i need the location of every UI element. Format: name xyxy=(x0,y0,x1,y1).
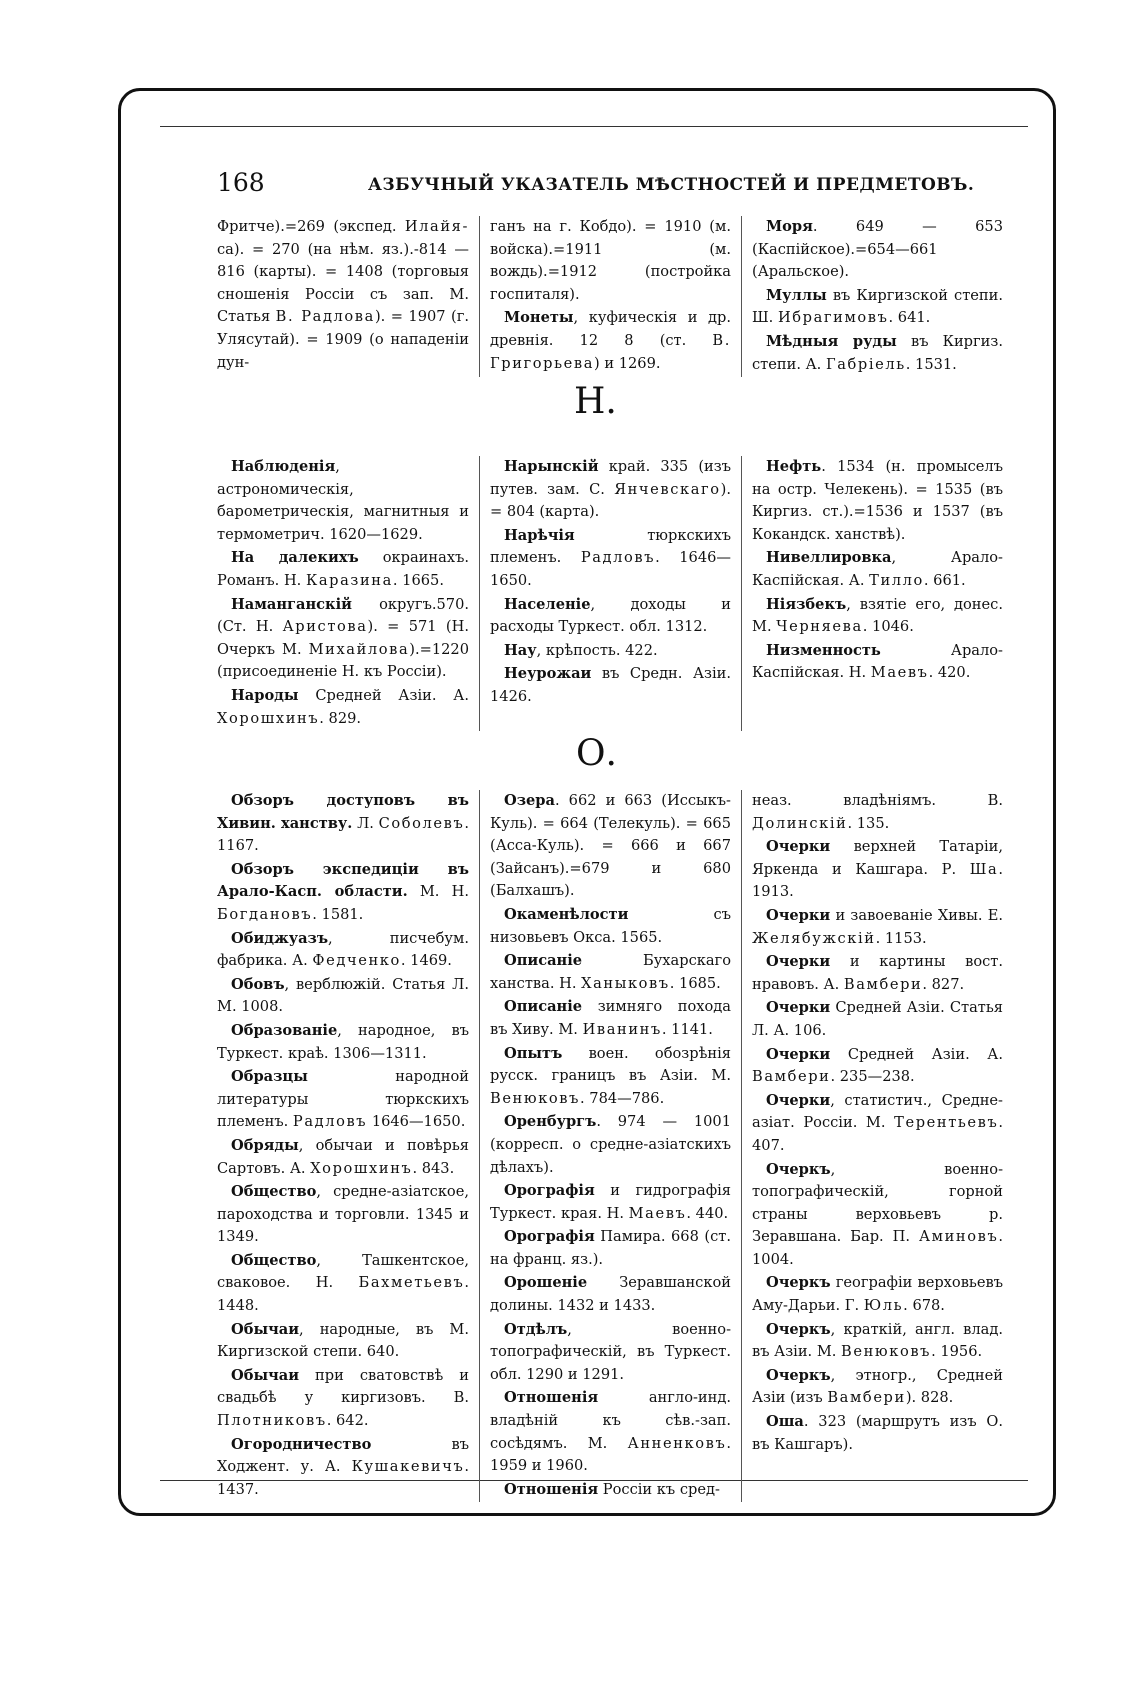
entry-text: са). = 270 (на нѣм. яз.).-814 — 816 (карты). = 1408 (торговыя сношенія Россіи съ зап. М. Статья xyxy=(217,240,469,326)
entry-author: Бахметьевъ xyxy=(358,1274,465,1292)
entry-author: Вамбери xyxy=(843,975,923,993)
entry-text: , куфическія и др. древнія. 12 8 (ст. xyxy=(490,309,731,349)
entry-text: . 1046. xyxy=(862,618,914,636)
entry-headword: Очерки xyxy=(766,1045,831,1063)
entry-text: , Ташкентское, сваковое. Н. xyxy=(217,1251,469,1292)
entry-headword: Обиджуазъ xyxy=(231,929,329,947)
column-3 xyxy=(741,456,1003,731)
entry-headword: Нивеллировка xyxy=(766,549,892,567)
entry-headword: Мѣдныя руды xyxy=(766,332,897,350)
entry-text: Зеравшанской долины. 1432 и 1433. xyxy=(490,1274,731,1315)
entry-text: , писчебум. фабрика. А. xyxy=(217,929,469,970)
section-m-continued xyxy=(217,216,1003,377)
entry-text: Л. xyxy=(352,814,379,832)
index-entry xyxy=(217,790,469,858)
index-entry xyxy=(490,307,731,375)
section-o xyxy=(217,790,1003,1502)
entry-text: , статистич., Средне-азіат. Россіи. М. xyxy=(752,1091,1003,1132)
entry-headword: Описаніе xyxy=(504,998,583,1016)
entry-text: . 649 — 653 (Каспійское).=654—661 (Аральское). xyxy=(752,218,1003,281)
entry-headword: Очерки xyxy=(766,953,831,971)
entry-text: , обычаи и повѣрья Сартовъ. А. xyxy=(217,1136,469,1177)
index-entry xyxy=(490,790,731,903)
entry-text: ) и 1269. xyxy=(594,354,661,372)
entry-text: , военно-топографическій, въ Туркест. обл. 1290 и 1291. xyxy=(490,1320,731,1383)
entry-author: Венюковъ xyxy=(841,1343,932,1361)
entry-text: Россіи къ сред- xyxy=(598,1480,720,1498)
entry-author: Радловъ xyxy=(292,1113,368,1131)
entry-headword: Орографія xyxy=(504,1228,595,1246)
index-entry xyxy=(217,1135,469,1180)
entry-text: неаз. владѣніямъ. В. xyxy=(752,792,1003,809)
index-entry xyxy=(217,685,469,730)
entry-headword: Очеркъ xyxy=(766,1320,831,1338)
index-entry xyxy=(217,859,469,927)
entry-headword: Очерки xyxy=(766,1091,831,1109)
index-entry xyxy=(490,456,731,524)
entry-text: и картины вост. нравовъ. А. xyxy=(752,953,1003,993)
entry-text: Средней Азіи. А. xyxy=(830,1045,1003,1063)
entry-text: . 1685. xyxy=(669,974,721,992)
entry-text: , крѣпость. 422. xyxy=(536,641,658,659)
entry-text: 1646—1650. xyxy=(367,1113,466,1131)
entry-text: край. 335 (изъ путев. зам. С. xyxy=(490,458,731,498)
entry-author: Илайя- xyxy=(404,218,469,235)
entry-text: . 1534 (н. промыселъ на остр. Челекень). = 1535 (въ Киргиз. ст.).=1536 и 1537 (въ Кокандск. ханствѣ). xyxy=(752,458,1003,543)
entry-headword: Народы xyxy=(231,686,299,704)
entry-text: , средне-азіатское, пароходства и торговли. 1345 и 1349. xyxy=(217,1183,469,1246)
index-entry xyxy=(217,1020,469,1065)
entry-text: англо-инд. владѣній къ сѣв.-зап. сосѣдямъ. М. xyxy=(490,1389,731,1452)
index-entry xyxy=(217,928,469,973)
entry-headword: Моря xyxy=(766,218,813,235)
entry-text: воен. обозрѣнія русск. границъ въ Азіи. М. xyxy=(490,1044,731,1085)
entry-text: . 323 (маршрутъ изъ О. въ Кашгаръ). xyxy=(752,1413,1003,1453)
index-entry xyxy=(752,547,1003,592)
entry-author: Маевъ xyxy=(870,664,929,682)
entry-text: народной литературы тюркскихъ племенъ. xyxy=(217,1068,469,1131)
entry-headword: Обычаи xyxy=(231,1366,300,1384)
index-entry xyxy=(490,996,731,1041)
column-2 xyxy=(479,790,741,1502)
entry-text: . 135. xyxy=(847,814,890,832)
entry-text: . 1004. xyxy=(752,1228,1003,1268)
index-entry xyxy=(490,1319,731,1387)
index-entry xyxy=(752,1044,1003,1089)
entry-text: . 662 и 663 (Иссыкъ-Куль). = 664 (Телекуль). = 665 (Асса-Куль). = 666 и 667 (Зайсанъ).=679 и 680 (Балхашъ). xyxy=(490,792,731,900)
entry-text: и гидрографія Туркест. края. Н. xyxy=(490,1182,731,1222)
index-entry xyxy=(217,456,469,546)
entry-headword: Муллы xyxy=(766,286,827,304)
entry-headword: Общество xyxy=(231,1183,317,1201)
entry-text: . 1959 и 1960. xyxy=(490,1434,731,1475)
entry-author: Желябужскій xyxy=(752,929,876,947)
entry-text: . 829. xyxy=(319,709,362,727)
column-3 xyxy=(741,216,1003,377)
index-entry xyxy=(752,1411,1003,1456)
entry-text: . 1153. xyxy=(875,929,927,947)
index-entry xyxy=(752,331,1003,376)
entry-text: , народное, въ Туркест. краѣ. 1306—1311. xyxy=(217,1021,469,1062)
entry-text: . 1665. xyxy=(392,571,444,589)
column-1 xyxy=(217,216,479,377)
entry-text: , этногр., Средней Азіи (изъ xyxy=(752,1366,1003,1407)
entry-text: , доходы и расходы Туркест. обл. 1312. xyxy=(490,595,731,636)
entry-author: В. Радлова xyxy=(275,308,375,326)
index-entry xyxy=(217,1250,469,1318)
entry-author: Михайлова xyxy=(308,640,410,658)
entry-author: Богдановъ xyxy=(217,905,313,923)
entry-headword: На далекихъ xyxy=(231,549,359,567)
index-entry xyxy=(490,1043,731,1111)
entry-author: Венюковъ xyxy=(490,1089,581,1107)
entry-author: Тилло xyxy=(869,571,924,589)
index-entry xyxy=(752,951,1003,996)
entry-headword: Оренбургъ xyxy=(504,1113,597,1131)
entry-author: Ибрагимовъ xyxy=(777,309,889,327)
entry-headword: Отдѣлъ xyxy=(504,1320,568,1338)
index-entry xyxy=(217,547,469,592)
entry-author: Аминовъ xyxy=(919,1228,999,1246)
entry-author: Ша xyxy=(969,860,999,878)
entry-headword: Озера xyxy=(504,792,555,809)
entry-text: . 642. xyxy=(326,1412,369,1430)
entry-text: , взятіе его, донес. М. xyxy=(752,595,1003,636)
entry-headword: Монеты xyxy=(504,309,574,327)
index-entry xyxy=(490,525,731,593)
index-entry xyxy=(217,1319,469,1364)
column-2 xyxy=(479,456,741,731)
entry-text: . 661. xyxy=(923,571,966,589)
entry-text: . 678. xyxy=(903,1297,945,1315)
index-entry xyxy=(752,997,1003,1042)
index-entry xyxy=(752,1272,1003,1317)
entry-headword: Очеркъ xyxy=(766,1160,831,1178)
entry-author: Маевъ xyxy=(628,1204,687,1222)
entry-text: окраинахъ. Романъ. Н. xyxy=(217,549,469,589)
entry-text: въ Киргиз. степи. А. xyxy=(752,332,1003,373)
entry-text: ).=1220 (присоединеніе Н. къ Россіи). xyxy=(217,640,469,681)
entry-text: тюркскихъ племенъ. xyxy=(490,526,731,567)
entry-author: Черняева xyxy=(776,618,863,636)
running-head: АЗБУЧНЫЙ УКАЗАТЕЛЬ МѢСТНОСТЕЙ И ПРЕДМЕТОВЪ. xyxy=(368,175,975,195)
entry-text: , народные, въ М. Киргизской степи. 640. xyxy=(217,1320,469,1361)
entry-author: Аристова xyxy=(282,618,368,636)
index-entry xyxy=(490,594,731,639)
entry-author: Ханыковъ xyxy=(581,974,670,992)
entry-author: Кушакевичъ xyxy=(351,1458,465,1476)
entry-headword: Оша xyxy=(766,1413,804,1431)
entry-headword: Нау xyxy=(504,641,537,659)
entry-headword: Обряды xyxy=(231,1136,299,1154)
entry-headword: Наманганскій xyxy=(231,595,352,613)
entry-text: Памира. 668 (ст. на франц. яз.). xyxy=(490,1228,731,1268)
entry-text: ганъ на г. Кобдо). = 1910 (м. войска).=1911 (м. вождь).=1912 (постройка госпиталя). xyxy=(490,218,731,303)
section-n xyxy=(217,456,1003,731)
index-entry xyxy=(752,1365,1003,1410)
index-entry xyxy=(490,640,731,663)
entry-text: Средней Азіи. Статья Л. А. 106. xyxy=(752,999,1003,1039)
entry-text: М. Н. xyxy=(407,883,469,901)
entry-author: Каразина xyxy=(305,571,393,589)
entry-author: Габріель xyxy=(825,355,906,373)
entry-text: Фритче).=269 (экспед. xyxy=(217,218,405,235)
entry-text: зимняго похода въ Хиву. М. xyxy=(490,998,731,1038)
index-entry xyxy=(217,1434,469,1502)
entry-text: въ Ходжент. у. А. xyxy=(217,1435,469,1476)
index-entry xyxy=(752,836,1003,904)
index-entry xyxy=(490,663,731,708)
entry-text: . 974 — 1001 (корресп. о средне-азіатскихъ дѣлахъ). xyxy=(490,1113,731,1176)
index-entry xyxy=(752,640,1003,685)
index-entry xyxy=(490,904,731,949)
entry-text: . 1437. xyxy=(217,1458,469,1498)
entry-text: , Арало-Каспійская. А. xyxy=(752,549,1003,589)
section-letter-n: Н. xyxy=(574,381,617,422)
section-letter-o: О. xyxy=(576,733,617,774)
entry-text: . 1167. xyxy=(217,814,469,855)
column-1 xyxy=(217,456,479,731)
entry-text: географіи верховьевъ Аму-Дарьи. Г. xyxy=(752,1274,1003,1315)
entry-text: , астрономическія, барометрическія, магнитныя и термометрич. 1620—1629. xyxy=(217,458,469,543)
entry-headword: Очерки xyxy=(766,838,831,856)
entry-headword: Нарѣчія xyxy=(504,526,575,544)
entry-text: . 1646—1650. xyxy=(490,549,731,589)
entry-headword: Орографія xyxy=(504,1182,595,1200)
entry-text: . 440. xyxy=(686,1204,729,1222)
entry-text: . 235—238. xyxy=(830,1068,915,1086)
index-entry xyxy=(752,594,1003,639)
entry-headword: Очеркъ xyxy=(766,1274,831,1292)
entry-author: Иванинъ xyxy=(582,1020,662,1038)
entry-text: и завоеваніе Хивы. Е. xyxy=(830,906,1003,924)
entry-text: . 420. xyxy=(928,664,971,682)
entry-text: Бухарскаго ханства. Н. xyxy=(490,952,731,992)
index-entry xyxy=(490,1479,731,1502)
index-entry xyxy=(490,1272,731,1317)
entry-author: Анненковъ xyxy=(627,1434,727,1452)
entry-author: Радловъ xyxy=(580,549,656,567)
entry-headword: Очерки xyxy=(766,906,831,924)
entry-headword: Окаменѣлости xyxy=(504,905,629,923)
index-entry xyxy=(490,216,731,306)
entry-headword: Низменность xyxy=(766,641,881,659)
index-entry xyxy=(490,950,731,995)
entry-headword: Орошеніе xyxy=(504,1274,588,1292)
index-entry xyxy=(490,1111,731,1179)
entry-text: . 843. xyxy=(412,1159,455,1177)
index-entry xyxy=(217,594,469,684)
entry-author: Юль xyxy=(863,1297,904,1315)
entry-text: Средней Азіи. А. xyxy=(298,686,469,704)
entry-text: . 641. xyxy=(888,309,931,327)
entry-text: Арало-Каспійская. Н. xyxy=(752,641,1003,682)
index-entry xyxy=(490,1387,731,1477)
entry-text: . 1581. xyxy=(312,905,364,923)
entry-headword: Отношенія xyxy=(504,1480,599,1498)
entry-text: , верблюжій. Статья Л. М. 1008. xyxy=(217,975,469,1016)
entry-headword: Общество xyxy=(231,1251,317,1269)
column-1 xyxy=(217,790,479,1502)
entry-text: . 1469. xyxy=(400,952,452,970)
entry-text: . 407. xyxy=(752,1114,1003,1154)
entry-headword: Наблюденія xyxy=(231,458,336,475)
entry-author: Хорошхинъ xyxy=(217,709,320,727)
entry-text: . 1913. xyxy=(752,860,1003,901)
index-entry xyxy=(490,1180,731,1225)
entry-author: Соболевъ xyxy=(378,814,465,832)
entry-author: Долинскій xyxy=(752,814,848,832)
entry-text: при сватовствѣ и свадьбѣ у киргизовъ. В. xyxy=(217,1366,469,1407)
entry-text: . 1141. xyxy=(661,1020,713,1038)
entry-headword: Огородничество xyxy=(231,1435,372,1453)
index-entry xyxy=(217,1066,469,1134)
inner-rule-top xyxy=(160,126,1028,127)
entry-text: . 827. xyxy=(922,975,965,993)
column-2 xyxy=(479,216,741,377)
entry-text: . 1448. xyxy=(217,1274,469,1315)
index-entry xyxy=(752,285,1003,330)
entry-author: Вамбери xyxy=(827,1389,906,1407)
entry-text: , краткій, англ. влад. въ Азіи. М. xyxy=(752,1320,1003,1361)
index-entry xyxy=(752,1090,1003,1158)
entry-headword: Обзоръ экспедиціи въ Арало-Касп. области. xyxy=(217,860,469,901)
entry-author: Федченко xyxy=(312,952,401,970)
index-entry xyxy=(217,974,469,1019)
entry-author: Янчевскаго xyxy=(614,480,721,498)
entry-text: въ Средн. Азіи. 1426. xyxy=(490,665,731,705)
entry-author: Хорошхинъ xyxy=(310,1159,413,1177)
entry-text: съ низовьевъ Окса. 1565. xyxy=(490,905,731,946)
entry-text: въ Киргизской степи. Ш. xyxy=(752,286,1003,327)
entry-headword: Населеніе xyxy=(504,595,591,613)
entry-headword: Очеркъ xyxy=(766,1366,831,1384)
entry-headword: Образцы xyxy=(231,1068,308,1086)
index-entry xyxy=(752,1319,1003,1364)
entry-author: Терентьевъ xyxy=(894,1114,999,1132)
index-entry xyxy=(752,790,1003,835)
entry-text: , военно-топографическій, горной страны верховьевъ р. Зеравшана. Бар. П. xyxy=(752,1160,1003,1246)
entry-headword: Опытъ xyxy=(504,1044,563,1062)
entry-headword: Нефть xyxy=(766,458,822,475)
index-entry xyxy=(217,1181,469,1249)
entry-author: Плотниковъ xyxy=(217,1412,327,1430)
entry-text: . 1531. xyxy=(905,355,957,373)
column-3 xyxy=(741,790,1003,1502)
entry-text: ). = 804 (карта). xyxy=(490,480,731,521)
index-entry xyxy=(217,216,469,374)
entry-text: ). = 1907 (г. Улясутай). = 1909 (о нападеніи дун- xyxy=(217,308,469,371)
entry-text: округъ.570. (Ст. Н. xyxy=(217,595,469,636)
index-entry xyxy=(752,905,1003,950)
index-entry xyxy=(752,456,1003,546)
entry-headword: Ніязбекъ xyxy=(766,595,847,613)
entry-text: . 784—786. xyxy=(580,1089,665,1107)
entry-headword: Обовъ xyxy=(231,975,285,993)
index-entry xyxy=(752,1159,1003,1272)
entry-headword: Отношенія xyxy=(504,1389,599,1407)
entry-headword: Обзоръ доступовъ въ Хивин. ханству. xyxy=(217,792,469,832)
entry-text: ). = 571 (Н. Очеркъ М. xyxy=(217,618,469,658)
entry-headword: Неурожаи xyxy=(504,665,592,683)
index-entry xyxy=(490,1226,731,1271)
entry-headword: Нарынскій xyxy=(504,458,599,475)
page-number: 168 xyxy=(217,168,265,197)
entry-headword: Образованіе xyxy=(231,1021,338,1039)
entry-headword: Очерки xyxy=(766,999,831,1017)
entry-text: ). 828. xyxy=(905,1389,954,1407)
entry-text: . 1956. xyxy=(931,1343,983,1361)
entry-headword: Описаніе xyxy=(504,952,583,970)
entry-author: В. Григорьева xyxy=(490,331,731,372)
entry-text: верхней Татаріи, Яркенда и Кашгара. Р. xyxy=(752,838,1003,878)
entry-headword: Обычаи xyxy=(231,1320,300,1338)
index-entry xyxy=(752,216,1003,284)
entry-author: Вамбери xyxy=(752,1068,831,1086)
index-entry xyxy=(217,1365,469,1433)
